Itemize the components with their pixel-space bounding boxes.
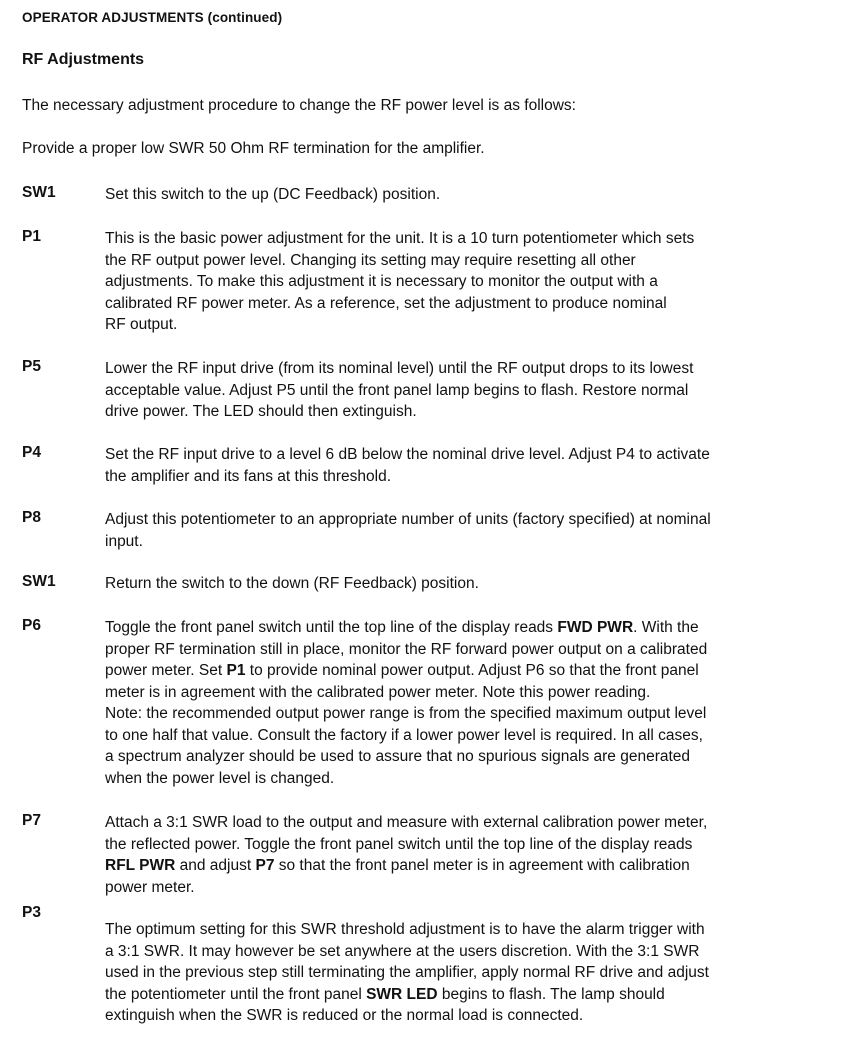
text-line: This is the basic power adjustment for the unit. It is a 10 turn potentiometer which sets — [105, 230, 695, 247]
step-text: Set this switch to the up (DC Feedback) position. — [105, 186, 441, 203]
text-line: extinguish when the SWR is reduced or the normal load is connected. — [105, 1007, 584, 1024]
text-line: a 3:1 SWR. It may however be set anywhere at the users discretion. With the 3:1 SWR — [105, 942, 700, 960]
step-label: P5 — [22, 358, 41, 375]
text-line: input. — [105, 532, 143, 550]
step-text — [105, 812, 827, 898]
rfl-pwr-term: RFL PWR — [105, 857, 176, 874]
text-line: a spectrum analyzer should be used to assure that no spurious signals are generated — [105, 748, 691, 765]
text-line: when the power level is changed. — [105, 769, 335, 787]
text-line: the RF output power level. Changing its setting may require resetting all other — [105, 251, 636, 269]
step-text — [105, 919, 827, 1027]
step-text — [105, 444, 827, 487]
text-line: used in the previous step still terminating the amplifier, apply normal RF drive and adjust — [105, 964, 709, 981]
step-text — [105, 509, 827, 552]
step-label: SW1 — [22, 573, 56, 590]
text-line: calibrated RF power meter. As a reference, set the adjustment to produce nominal — [105, 294, 667, 312]
intro-paragraph: The necessary adjustment procedure to change the RF power level is as follows: — [22, 97, 576, 114]
text-line: to one half that value. Consult the factory if a lower power level is required. In all cases, — [105, 726, 703, 744]
text-line: Adjust this potentiometer to an appropriate number of units (factory specified) at nominal — [105, 511, 711, 528]
step-text — [105, 228, 827, 336]
section-heading: RF Adjustments — [22, 51, 145, 68]
text-run: power meter. Set — [105, 662, 227, 679]
text-run: . With the — [633, 619, 699, 636]
text-line: proper RF termination still in place, monitor the RF forward power output on a calibrated — [105, 640, 708, 658]
text-run: and adjust — [175, 857, 256, 874]
p7-term: P7 — [255, 857, 275, 874]
page-title: OPERATOR ADJUSTMENTS (continued) — [22, 10, 283, 25]
text-line: the reflected power. Toggle the front panel switch until the top line of the display reads — [105, 835, 693, 853]
step-label: P4 — [22, 444, 41, 461]
text-line: RF output. — [105, 316, 178, 333]
text-run: begins to flash. The lamp should — [437, 985, 665, 1003]
text-run: to provide nominal power output. Adjust P6 so that the front panel — [245, 662, 699, 679]
text-line: acceptable value. Adjust P5 until the front panel lamp begins to flash. Restore normal — [105, 381, 689, 399]
text-line: meter is in agreement with the calibrated power meter. Note this power reading. — [105, 683, 651, 701]
text-line — [105, 984, 827, 1006]
text-run: so that the front panel meter is in agreement with calibration — [274, 857, 690, 874]
step-label: P1 — [22, 228, 41, 245]
text-line — [105, 617, 827, 639]
text-line — [105, 660, 827, 682]
text-line: adjustments. To make this adjustment it is necessary to monitor the output with a — [105, 273, 658, 290]
step-label: P6 — [22, 617, 41, 634]
text-line: power meter. — [105, 878, 195, 896]
text-run: Toggle the front panel switch until the top line of the display reads — [105, 619, 558, 636]
p1-term: P1 — [226, 662, 246, 679]
step-label: P3 — [22, 904, 41, 921]
fwd-pwr-term: FWD PWR — [557, 619, 634, 636]
text-line: drive power. The LED should then extinguish. — [105, 403, 417, 420]
text-line — [105, 855, 827, 877]
text-line: Attach a 3:1 SWR load to the output and measure with external calibration power meter, — [105, 814, 708, 831]
text-line: Note: the recommended output power range is from the specified maximum output level — [105, 705, 707, 722]
step-text: Return the switch to the down (RF Feedback) position. — [105, 575, 479, 592]
swr-led-term: SWR LED — [366, 985, 438, 1003]
step-text — [105, 358, 827, 423]
text-run: the potentiometer until the front panel — [105, 985, 367, 1003]
termination-paragraph: Provide a proper low SWR 50 Ohm RF termination for the amplifier. — [22, 140, 485, 157]
text-line: Lower the RF input drive (from its nominal level) until the RF output drops to its lowest — [105, 360, 694, 377]
text-line: Set the RF input drive to a level 6 dB below the nominal drive level. Adjust P4 to activate — [105, 446, 710, 463]
step-label: SW1 — [22, 184, 56, 201]
step-text — [105, 617, 827, 789]
step-label: P7 — [22, 812, 41, 829]
text-line: the amplifier and its fans at this threshold. — [105, 467, 392, 485]
step-label: P8 — [22, 509, 41, 526]
text-line: The optimum setting for this SWR threshold adjustment is to have the alarm trigger with — [105, 921, 705, 938]
